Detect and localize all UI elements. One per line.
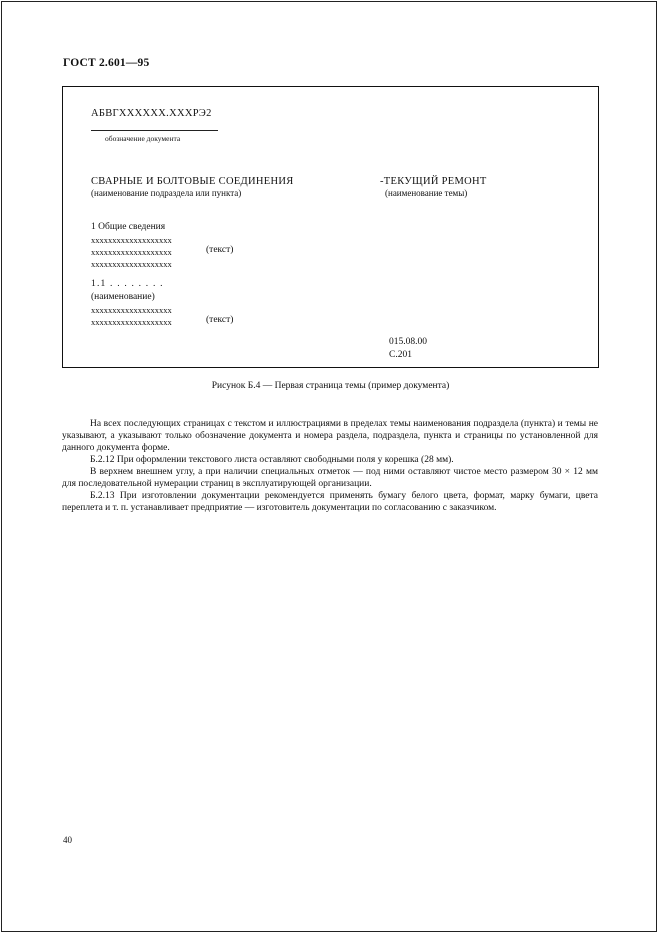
figure-caption: Рисунок Б.4 — Первая страница темы (пример документа) xyxy=(211,381,450,391)
document-code: АБВГXXXXXX.XXXРЭ2 xyxy=(91,108,212,119)
topic-label: (наименование темы) xyxy=(385,188,468,198)
subsection-name-label: (наименование) xyxy=(91,292,155,302)
section-label: (наименование подраздела или пункта) xyxy=(91,188,242,198)
placeholder-line: xxxxxxxxxxxxxxxxxxx xyxy=(91,317,172,327)
document-number: 015.08.00 xyxy=(389,337,427,347)
section-title: СВАРНЫЕ И БОЛТОВЫЕ СОЕДИНЕНИЯ xyxy=(91,176,294,187)
document-code-rule xyxy=(91,130,218,131)
paragraph: В верхнем внешнем углу, а при наличии специальных отметок — под ними оставляют чистое место размером 30 × 12 мм для последовательной нумерации страниц в эксплуатирующей организации. xyxy=(62,467,598,489)
text-label: (текст) xyxy=(206,245,234,255)
placeholder-line: xxxxxxxxxxxxxxxxxxx xyxy=(91,259,172,269)
paragraph: Б.2.12 При оформлении текстового листа оставляют свободными поля у корешка (28 мм). xyxy=(90,455,454,465)
figure-example-page xyxy=(62,86,599,368)
general-heading: 1 Общие сведения xyxy=(91,222,166,232)
subsection-number: 1.1 . . . . . . . . xyxy=(91,279,164,289)
placeholder-line: xxxxxxxxxxxxxxxxxxx xyxy=(91,305,172,315)
paragraph: На всех последующих страницах с текстом и иллюстрациями в пределах темы наименования подраздела (пункта) и темы не указывают, а указывают только обозначение документа и номера раздела, подраздела, пункта и страницы по установленной для данного документа форме. xyxy=(62,419,598,453)
page-code: С.201 xyxy=(389,350,412,360)
placeholder-line: xxxxxxxxxxxxxxxxxxx xyxy=(91,247,172,257)
placeholder-line: xxxxxxxxxxxxxxxxxxx xyxy=(91,235,172,245)
document-code-label: обозначение документа xyxy=(105,134,181,143)
page-number: 40 xyxy=(63,835,72,845)
standard-header: ГОСТ 2.601—95 xyxy=(63,57,150,69)
paragraph: Б.2.13 При изготовлении документации рекомендуется применять бумагу белого цвета, формат, марку бумаги, цвета переплета и т. п. устанавливает предприятие — изготовитель документации по согласованию с заказчиком. xyxy=(62,491,598,513)
body-text xyxy=(62,418,598,514)
text-label: (текст) xyxy=(206,315,234,325)
topic-title: -ТЕКУЩИЙ РЕМОНТ xyxy=(380,176,487,187)
